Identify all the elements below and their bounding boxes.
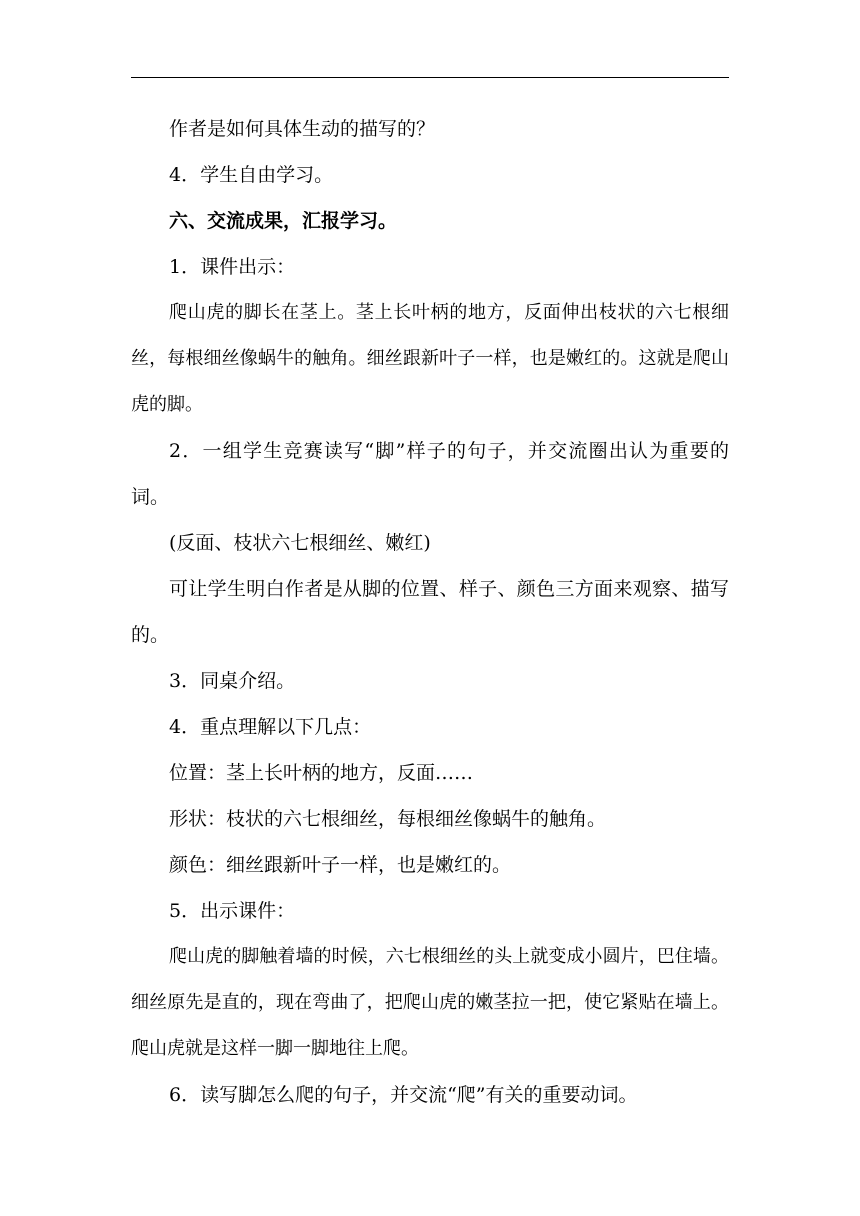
paragraph: 6．读写脚怎么爬的句子，并交流“爬”有关的重要动词。 <box>169 1084 638 1106</box>
paragraph: 2．一组学生竞赛读写“脚”样子的句子，并交流圈出认为重要的词。 <box>131 440 729 508</box>
paragraph: 可让学生明白作者是从脚的位置、样子、颜色三方面来观察、描写的。 <box>131 578 729 646</box>
paragraph: 3．同桌介绍。 <box>169 670 296 692</box>
paragraph: 4．重点理解以下几点： <box>169 716 372 738</box>
paragraph: 作者是如何具体生动的描写的？ <box>169 118 436 140</box>
paragraph: 5．出示课件： <box>169 900 296 922</box>
paragraph: 颜色：细丝跟新叶子一样，也是嫩红的。 <box>169 854 512 876</box>
paragraph: 1．课件出示： <box>169 256 296 278</box>
quoted-passage: 爬山虎的脚长在茎上。茎上长叶柄的地方，反面伸出枝状的六七根细丝，每根细丝像蜗牛的触角。细丝跟新叶子一样，也是嫩红的。这就是爬山虎的脚。 <box>131 302 729 415</box>
quoted-passage: 爬山虎的脚触着墙的时候，六七根细丝的头上就变成小圆片，巴住墙。细丝原先是直的，现在弯曲了，把爬山虎的嫩茎拉一把，使它紧贴在墙上。爬山虎就是这样一脚一脚地往上爬。 <box>131 946 729 1059</box>
header-rule <box>131 77 729 78</box>
paragraph: 形状：枝状的六七根细丝，每根细丝像蜗牛的触角。 <box>169 808 607 830</box>
paragraph: (反面、枝状六七根细丝、嫩红) <box>169 532 431 554</box>
section-heading: 六、交流成果，汇报学习。 <box>169 210 398 232</box>
document-body <box>131 106 729 1118</box>
paragraph: 位置：茎上长叶柄的地方，反面…… <box>169 762 474 784</box>
paragraph: 4．学生自由学习。 <box>169 164 334 186</box>
